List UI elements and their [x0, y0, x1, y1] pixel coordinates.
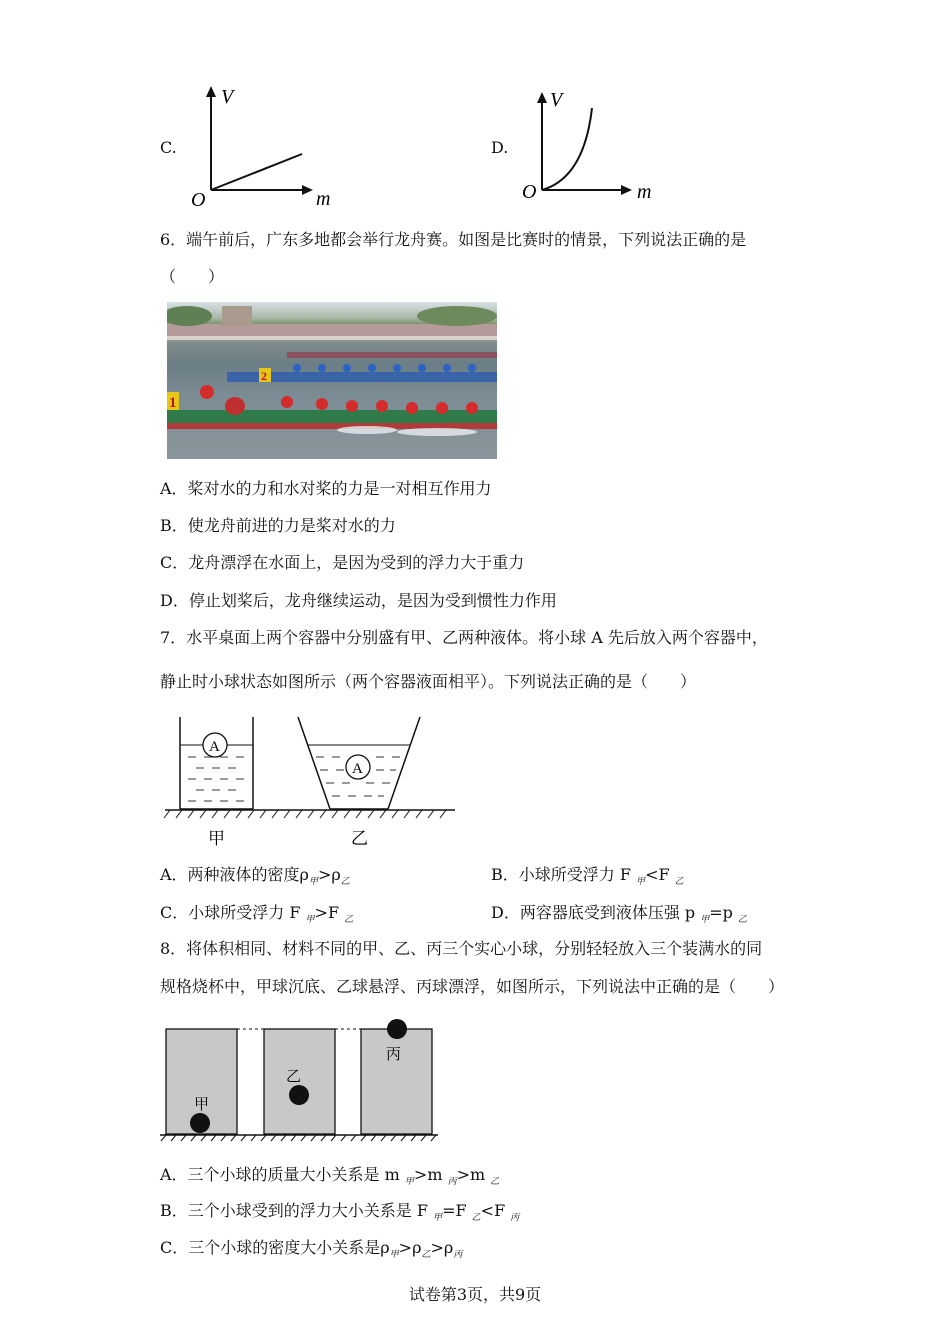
q8-label-jia: 甲	[194, 1097, 210, 1113]
q7-ball-a-right: A	[352, 761, 363, 777]
boat-number-1: 1	[169, 395, 177, 411]
q8-option-a: A．三个小球的质量大小关系是 m $_甲$>m $_丙$>m $_乙$	[160, 1165, 500, 1187]
q8-label-bing: 丙	[386, 1047, 402, 1063]
q7-stem-line2: 静止时小球状态如图所示（两个容器液面相平）。下列说法正确的是（ ）	[160, 672, 697, 691]
option-d-label: D.	[491, 138, 509, 157]
graph-c-x-label: m	[316, 188, 331, 210]
dragon-boat-photo	[167, 302, 497, 459]
graph-c-linear	[185, 80, 345, 210]
q6-stem-line1: 6．端午前后，广东多地都会举行龙舟赛。如图是比赛时的情景，下列说法正确的是	[160, 230, 747, 249]
q8-label-yi: 乙	[286, 1069, 302, 1085]
q7-option-b: B．小球所受浮力 F $_甲$<F $_乙$	[491, 865, 684, 887]
q7-option-a: A．两种液体的密度$\rho_甲>\rho_乙$	[160, 865, 350, 887]
q8-stem-line1: 8．将体积相同、材料不同的甲、乙、丙三个实心小球，分别轻轻放入三个装满水的同	[160, 939, 763, 958]
q6-option-d: D．停止划桨后，龙舟继续运动，是因为受到惯性力作用	[160, 591, 557, 610]
q7-label-yi: 乙	[351, 829, 368, 848]
q7-containers-diagram	[160, 712, 460, 852]
boat-number-2: 2	[261, 369, 267, 383]
q7-option-c: C．小球所受浮力 F $_甲$>F $_乙$	[160, 903, 354, 925]
graph-c-origin: O	[191, 189, 206, 210]
q6-option-a: A．桨对水的力和水对桨的力是一对相互作用力	[160, 479, 492, 498]
graph-d-y-label: V	[550, 89, 563, 111]
q8-stem-line2: 规格烧杯中，甲球沉底、乙球悬浮、丙球漂浮，如图所示，下列说法中正确的是（ ）	[160, 977, 785, 996]
q6-option-b: B．使龙舟前进的力是桨对水的力	[160, 516, 396, 535]
q6-stem-line2: （ ）	[160, 267, 225, 286]
q8-option-c: C．三个小球的密度大小关系是$\rho_甲>\rho_乙>\rho_丙$	[160, 1238, 463, 1260]
graph-d-curve	[516, 80, 676, 210]
q6-option-c: C．龙舟漂浮在水面上，是因为受到的浮力大于重力	[160, 553, 525, 572]
graph-c-y-label: V	[221, 86, 234, 108]
graph-d-origin: O	[522, 181, 537, 203]
page-footer: 试卷第3页，共9页	[408, 1285, 542, 1304]
graph-d-x-label: m	[637, 181, 652, 203]
q7-label-jia: 甲	[208, 829, 225, 848]
option-c-label: C.	[160, 138, 177, 157]
q7-option-d: D．两容器底受到液体压强 p $_甲$=p $_乙$	[491, 903, 748, 925]
q8-beakers-diagram	[158, 1015, 443, 1145]
q7-ball-a-left: A	[209, 739, 220, 755]
q8-option-b: B．三个小球受到的浮力大小关系是 F $_甲$=F $_乙$<F $_丙$	[160, 1201, 520, 1223]
q7-stem-line1: 7．水平桌面上两个容器中分别盛有甲、乙两种液体。将小球 A 先后放入两个容器中，	[160, 628, 768, 647]
